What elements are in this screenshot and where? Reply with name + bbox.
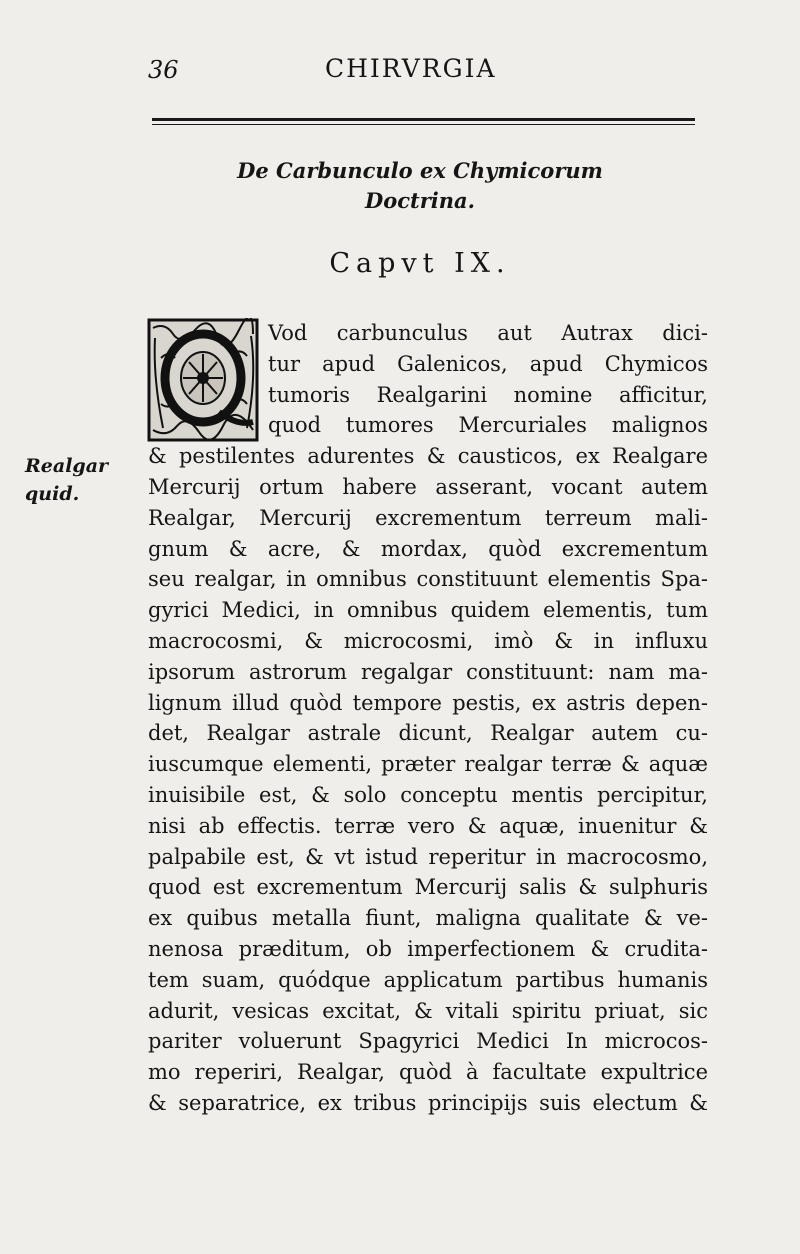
body-line: adurit, vesicas excitat, & vitali spiritu priuat, sic <box>148 998 708 1023</box>
body-line: macrocosmi, & microcosmi, imò & in influxu <box>148 628 708 653</box>
body-line: inuisibile est, & solo conceptu mentis percipitur, <box>148 782 708 807</box>
margin-note-line1: Realgar <box>25 455 109 477</box>
body-line: quod tumores Mercuriales malignos <box>268 413 708 438</box>
body-line: pariter voluerunt Spagyrici Medici In microcos- <box>148 1029 708 1054</box>
page-number: 36 <box>148 56 179 84</box>
body-line: nenosa præditum, ob imperfectionem & crudita- <box>148 936 708 961</box>
header-rule-thin <box>152 124 695 125</box>
body-line: ex quibus metalla fiunt, maligna qualitate & ve- <box>148 906 708 931</box>
body-line: lignum illud quòd tempore pestis, ex astris depen- <box>148 690 708 715</box>
section-title-line2: Doctrina. <box>365 188 475 213</box>
body-line: Vod carbunculus aut Autrax dici- <box>268 321 708 345</box>
body-line: ipsorum astrorum regalgar constituunt: nam ma- <box>148 659 708 684</box>
body-line: det, Realgar astrale dicunt, Realgar autem cu- <box>148 721 708 746</box>
margin-note-line2: quid. <box>25 483 80 505</box>
body-line: tur apud Galenicos, apud Chymicos <box>268 351 708 376</box>
body-line: gnum & acre, & mordax, quòd excrementum <box>148 536 708 561</box>
body-line: tumoris Realgarini nomine afficitur, <box>268 382 708 407</box>
running-title: CHIRVRGIA <box>325 54 497 83</box>
body-line: seu realgar, in omnibus constituunt elementis Spa- <box>148 567 708 592</box>
body-line: gyrici Medici, in omnibus quidem elementis, tum <box>148 598 708 623</box>
body-line: nisi ab effectis. terræ vero & aquæ, inuenitur & <box>148 813 708 838</box>
body-line: Realgar, Mercurij excrementum terreum mali- <box>148 505 708 530</box>
body-line: & separatrice, ex tribus principijs suis electum & <box>148 1090 708 1115</box>
section-title-line1: De Carbunculo ex Chymicorum <box>237 158 603 183</box>
body-line: iuscumque elementi, præter realgar terræ & aquæ <box>148 752 708 777</box>
body-line: mo reperiri, Realgar, quòd à facultate expultrice <box>148 1060 708 1085</box>
body-text <box>148 318 708 1119</box>
body-line: Mercurij ortum habere asserant, vocant autem <box>148 474 708 499</box>
body-line: tem suam, quódque applicatum partibus humanis <box>148 967 708 992</box>
page-header <box>140 50 700 90</box>
chapter-heading: Capvt IX. <box>329 248 511 279</box>
header-rule <box>152 118 695 121</box>
body-line: quod est excrementum Mercurij salis & sulphuris <box>148 875 708 900</box>
body-line: palpabile est, & vt istud reperitur in macrocosmo, <box>148 844 708 869</box>
body-line: & pestilentes adurentes & causticos, ex Realgare <box>148 444 708 469</box>
margin-note <box>25 452 125 508</box>
